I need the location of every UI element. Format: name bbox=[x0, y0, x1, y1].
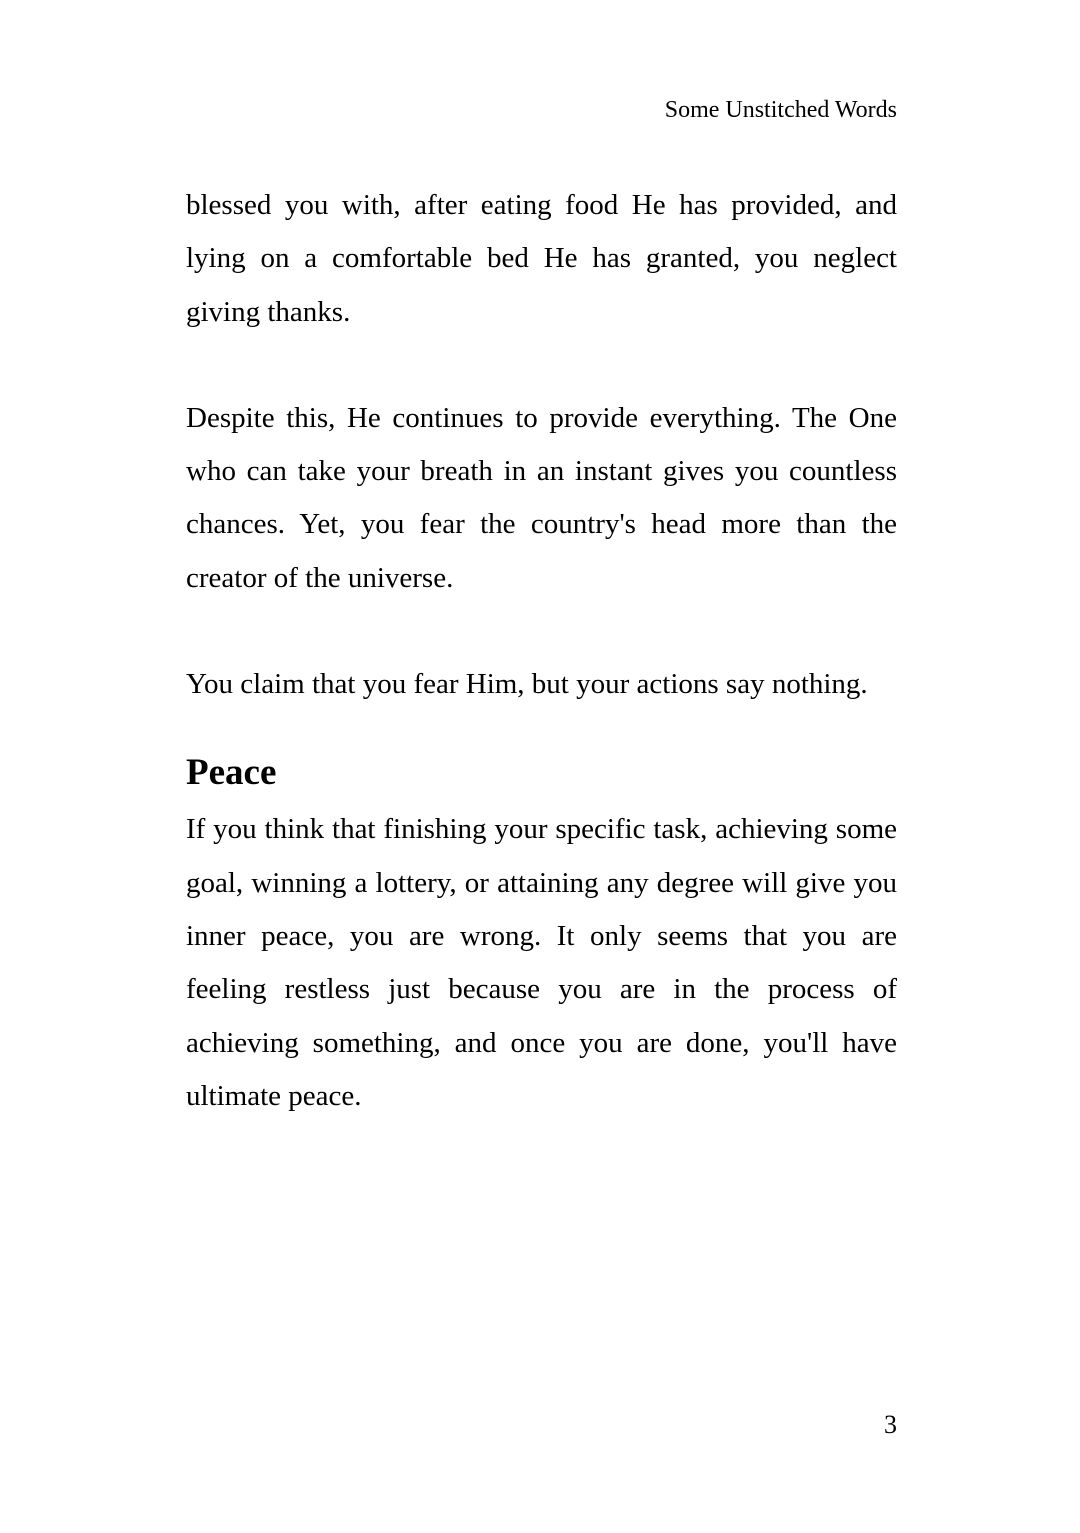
paragraph-peace: If you think that finishing your specific task, achieving some goal, winning a lottery, or attaining any degree will give you inner peace, you are wrong. It only seems that you are feeling restless just because you are in the process of achieving something, and once you are done, you'll have ultimate peace. bbox=[186, 813, 897, 1112]
paragraph-continuation: blessed you with, after eating food He has provided, and lying on a comfortable bed He has granted, you neglect giving thanks. bbox=[186, 189, 897, 328]
page-body bbox=[186, 179, 897, 1123]
running-header: Some Unstitched Words bbox=[664, 97, 897, 123]
paragraph-despite: Despite this, He continues to provide everything. The One who can take your breath in an instant gives you countless chances. Yet, you fear the country's head more than the creator of the universe. bbox=[186, 401, 897, 594]
section-heading-peace: Peace bbox=[186, 752, 277, 794]
paragraph-claim: You claim that you fear Him, but your actions say nothing. bbox=[186, 668, 868, 701]
page-number: 3 bbox=[884, 1410, 897, 1439]
